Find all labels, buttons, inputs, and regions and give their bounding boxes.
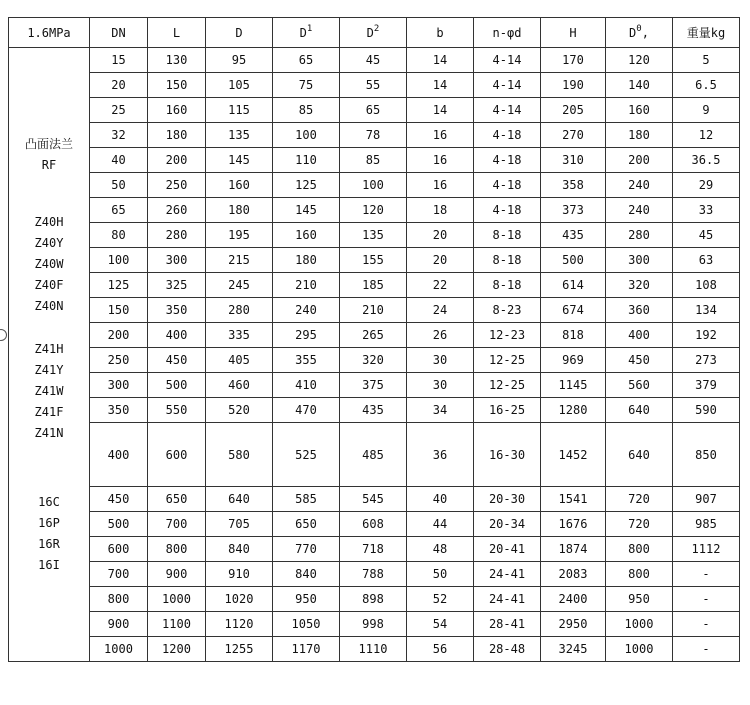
cell-dn: 250 [90, 348, 148, 373]
cell-weight: 907 [673, 487, 740, 512]
cell-nphid: 4-14 [474, 73, 541, 98]
cell-d2: 55 [340, 73, 407, 98]
cell-d0: 1000 [606, 637, 673, 662]
model-label: Z40F [34, 277, 64, 292]
model-group-3 [9, 339, 89, 444]
model-label: 16R [38, 536, 60, 551]
header-d1-base: D [299, 25, 307, 40]
cell-d1: 355 [273, 348, 340, 373]
cell-d2: 435 [340, 398, 407, 423]
cell-l: 200 [148, 148, 206, 173]
cell-nphid: 24-41 [474, 562, 541, 587]
cell-h: 373 [541, 198, 606, 223]
cell-d0: 400 [606, 323, 673, 348]
cell-dn: 1000 [90, 637, 148, 662]
cell-weight: 379 [673, 373, 740, 398]
cell-weight: 63 [673, 248, 740, 273]
cell-d2: 1110 [340, 637, 407, 662]
model-group-2 [9, 212, 89, 317]
cell-dn: 450 [90, 487, 148, 512]
cell-dn: 125 [90, 273, 148, 298]
cell-d2: 78 [340, 123, 407, 148]
cell-d0: 240 [606, 198, 673, 223]
model-label: Z41F [34, 404, 64, 419]
table-row [9, 398, 740, 423]
cell-d2: 898 [340, 587, 407, 612]
model-label: 16P [38, 515, 60, 530]
cell-dn: 40 [90, 148, 148, 173]
cell-d: 1120 [206, 612, 273, 637]
cell-d0: 240 [606, 173, 673, 198]
model-column [9, 48, 90, 662]
cell-nphid: 12-25 [474, 348, 541, 373]
cell-d: 580 [206, 423, 273, 487]
cell-b: 50 [407, 562, 474, 587]
cell-d: 95 [206, 48, 273, 73]
cell-h: 205 [541, 98, 606, 123]
cell-d1: 770 [273, 537, 340, 562]
cell-l: 1000 [148, 587, 206, 612]
cell-dn: 900 [90, 612, 148, 637]
cell-d1: 840 [273, 562, 340, 587]
cell-nphid: 28-41 [474, 612, 541, 637]
header-row [9, 18, 740, 48]
cell-l: 350 [148, 298, 206, 323]
cell-d0: 950 [606, 587, 673, 612]
header-d1 [273, 18, 340, 48]
cell-d1: 470 [273, 398, 340, 423]
cell-d0: 180 [606, 123, 673, 148]
cell-d1: 295 [273, 323, 340, 348]
cell-d0: 640 [606, 423, 673, 487]
table-row [9, 537, 740, 562]
cell-h: 1874 [541, 537, 606, 562]
table-row [9, 562, 740, 587]
cell-h: 500 [541, 248, 606, 273]
cell-h: 818 [541, 323, 606, 348]
cell-d0: 1000 [606, 612, 673, 637]
model-gap [9, 176, 89, 212]
cell-nphid: 4-14 [474, 48, 541, 73]
cell-b: 52 [407, 587, 474, 612]
cell-d: 460 [206, 373, 273, 398]
cell-d2: 185 [340, 273, 407, 298]
table-row [9, 48, 740, 73]
cell-weight: - [673, 562, 740, 587]
cell-h: 1452 [541, 423, 606, 487]
cell-weight: 590 [673, 398, 740, 423]
header-d0-suffix: , [641, 25, 649, 40]
cell-b: 24 [407, 298, 474, 323]
cell-nphid: 12-23 [474, 323, 541, 348]
cell-dn: 32 [90, 123, 148, 148]
table-row [9, 423, 740, 487]
cell-weight: 45 [673, 223, 740, 248]
cell-d0: 280 [606, 223, 673, 248]
header-pressure: 1.6MPa [9, 18, 90, 48]
cell-d: 335 [206, 323, 273, 348]
table-row [9, 348, 740, 373]
model-label: Z40Y [34, 235, 64, 250]
model-label: Z41H [34, 341, 64, 356]
cell-d: 160 [206, 173, 273, 198]
cell-h: 170 [541, 48, 606, 73]
valve-spec-table [8, 17, 740, 662]
cell-l: 400 [148, 323, 206, 348]
cell-d2: 320 [340, 348, 407, 373]
cell-nphid: 24-41 [474, 587, 541, 612]
cell-d1: 410 [273, 373, 340, 398]
cell-h: 435 [541, 223, 606, 248]
cell-d: 105 [206, 73, 273, 98]
cell-l: 130 [148, 48, 206, 73]
cell-b: 48 [407, 537, 474, 562]
cell-weight: 6.5 [673, 73, 740, 98]
cell-b: 40 [407, 487, 474, 512]
cell-d: 180 [206, 198, 273, 223]
cell-h: 2400 [541, 587, 606, 612]
model-label: Z40N [34, 298, 64, 313]
model-label: Z41N [34, 425, 64, 440]
cell-dn: 50 [90, 173, 148, 198]
cell-l: 250 [148, 173, 206, 198]
cell-b: 34 [407, 398, 474, 423]
cell-d: 1255 [206, 637, 273, 662]
cell-weight: 12 [673, 123, 740, 148]
cell-h: 310 [541, 148, 606, 173]
cell-d1: 75 [273, 73, 340, 98]
cell-d0: 720 [606, 487, 673, 512]
cell-nphid: 4-14 [474, 98, 541, 123]
cell-nphid: 4-18 [474, 123, 541, 148]
cell-h: 1280 [541, 398, 606, 423]
cell-d: 280 [206, 298, 273, 323]
cell-d2: 718 [340, 537, 407, 562]
cell-b: 14 [407, 48, 474, 73]
cell-d2: 545 [340, 487, 407, 512]
cell-weight: - [673, 612, 740, 637]
cell-d1: 650 [273, 512, 340, 537]
cell-dn: 350 [90, 398, 148, 423]
header-l: L [148, 18, 206, 48]
cell-d2: 210 [340, 298, 407, 323]
table-row [9, 98, 740, 123]
cell-d: 705 [206, 512, 273, 537]
model-label: Z40H [34, 214, 64, 229]
cell-b: 18 [407, 198, 474, 223]
cell-d1: 65 [273, 48, 340, 73]
edge-circle-mark [0, 329, 7, 341]
cell-d: 405 [206, 348, 273, 373]
cell-d2: 135 [340, 223, 407, 248]
cell-d: 520 [206, 398, 273, 423]
cell-d0: 300 [606, 248, 673, 273]
cell-dn: 65 [90, 198, 148, 223]
cell-d1: 950 [273, 587, 340, 612]
cell-l: 700 [148, 512, 206, 537]
cell-nphid: 8-18 [474, 273, 541, 298]
cell-l: 550 [148, 398, 206, 423]
cell-d: 245 [206, 273, 273, 298]
table-row [9, 198, 740, 223]
cell-weight: 5 [673, 48, 740, 73]
cell-b: 16 [407, 173, 474, 198]
cell-d0: 800 [606, 537, 673, 562]
cell-h: 3245 [541, 637, 606, 662]
table-row [9, 173, 740, 198]
cell-b: 54 [407, 612, 474, 637]
cell-b: 26 [407, 323, 474, 348]
cell-weight: - [673, 587, 740, 612]
cell-weight: 273 [673, 348, 740, 373]
cell-d2: 85 [340, 148, 407, 173]
cell-d0: 200 [606, 148, 673, 173]
cell-l: 600 [148, 423, 206, 487]
header-b: b [407, 18, 474, 48]
cell-nphid: 4-18 [474, 198, 541, 223]
cell-d: 115 [206, 98, 273, 123]
cell-d: 145 [206, 148, 273, 173]
cell-h: 358 [541, 173, 606, 198]
cell-weight: 36.5 [673, 148, 740, 173]
cell-l: 1100 [148, 612, 206, 637]
cell-d2: 155 [340, 248, 407, 273]
cell-d2: 788 [340, 562, 407, 587]
cell-d2: 120 [340, 198, 407, 223]
cell-h: 674 [541, 298, 606, 323]
cell-h: 1145 [541, 373, 606, 398]
cell-dn: 700 [90, 562, 148, 587]
model-gap [9, 317, 89, 339]
cell-d1: 160 [273, 223, 340, 248]
cell-d1: 525 [273, 423, 340, 487]
cell-d1: 1170 [273, 637, 340, 662]
cell-l: 900 [148, 562, 206, 587]
cell-h: 969 [541, 348, 606, 373]
cell-weight: 33 [673, 198, 740, 223]
cell-d: 840 [206, 537, 273, 562]
cell-d1: 145 [273, 198, 340, 223]
cell-weight: 985 [673, 512, 740, 537]
cell-d1: 125 [273, 173, 340, 198]
cell-weight: 134 [673, 298, 740, 323]
cell-b: 44 [407, 512, 474, 537]
cell-nphid: 20-34 [474, 512, 541, 537]
cell-dn: 300 [90, 373, 148, 398]
cell-d0: 320 [606, 273, 673, 298]
cell-d1: 585 [273, 487, 340, 512]
cell-l: 180 [148, 123, 206, 148]
table-row [9, 248, 740, 273]
model-label: 凸面法兰 [24, 136, 73, 151]
cell-l: 150 [148, 73, 206, 98]
cell-h: 190 [541, 73, 606, 98]
cell-nphid: 16-25 [474, 398, 541, 423]
cell-d2: 998 [340, 612, 407, 637]
cell-h: 270 [541, 123, 606, 148]
model-group-4 [9, 492, 89, 576]
cell-dn: 15 [90, 48, 148, 73]
header-d1-sup: 1 [306, 23, 313, 34]
cell-d0: 560 [606, 373, 673, 398]
cell-h: 2950 [541, 612, 606, 637]
cell-d1: 240 [273, 298, 340, 323]
cell-d1: 85 [273, 98, 340, 123]
cell-h: 2083 [541, 562, 606, 587]
cell-nphid: 4-18 [474, 148, 541, 173]
cell-d: 910 [206, 562, 273, 587]
cell-d: 195 [206, 223, 273, 248]
header-d: D [206, 18, 273, 48]
table-row [9, 587, 740, 612]
header-d2-sup: 2 [373, 23, 380, 34]
cell-d0: 720 [606, 512, 673, 537]
cell-d2: 100 [340, 173, 407, 198]
cell-d0: 640 [606, 398, 673, 423]
cell-d0: 450 [606, 348, 673, 373]
header-d0-sup: 0 [636, 23, 642, 34]
cell-d2: 265 [340, 323, 407, 348]
cell-dn: 400 [90, 423, 148, 487]
header-d2 [340, 18, 407, 48]
cell-nphid: 20-30 [474, 487, 541, 512]
cell-l: 1200 [148, 637, 206, 662]
header-d0 [606, 18, 673, 48]
cell-weight: 192 [673, 323, 740, 348]
cell-h: 614 [541, 273, 606, 298]
cell-weight: 850 [673, 423, 740, 487]
cell-d: 135 [206, 123, 273, 148]
cell-nphid: 8-18 [474, 248, 541, 273]
cell-d1: 180 [273, 248, 340, 273]
cell-b: 30 [407, 348, 474, 373]
header-h: H [541, 18, 606, 48]
header-nphid: n-φd [474, 18, 541, 48]
model-group-1 [9, 134, 89, 176]
cell-d1: 110 [273, 148, 340, 173]
cell-b: 36 [407, 423, 474, 487]
cell-weight: 108 [673, 273, 740, 298]
cell-b: 30 [407, 373, 474, 398]
cell-l: 800 [148, 537, 206, 562]
cell-d1: 1050 [273, 612, 340, 637]
cell-l: 280 [148, 223, 206, 248]
cell-dn: 20 [90, 73, 148, 98]
cell-dn: 500 [90, 512, 148, 537]
cell-dn: 600 [90, 537, 148, 562]
cell-nphid: 8-18 [474, 223, 541, 248]
table-row [9, 487, 740, 512]
cell-d2: 608 [340, 512, 407, 537]
table-row [9, 637, 740, 662]
cell-weight: 29 [673, 173, 740, 198]
table-row [9, 148, 740, 173]
cell-d0: 800 [606, 562, 673, 587]
cell-l: 500 [148, 373, 206, 398]
cell-dn: 800 [90, 587, 148, 612]
table-row [9, 612, 740, 637]
cell-d2: 65 [340, 98, 407, 123]
header-d0-base: D [629, 25, 637, 40]
cell-nphid: 8-23 [474, 298, 541, 323]
cell-d0: 140 [606, 73, 673, 98]
cell-b: 20 [407, 223, 474, 248]
cell-b: 56 [407, 637, 474, 662]
cell-dn: 200 [90, 323, 148, 348]
cell-d: 640 [206, 487, 273, 512]
cell-d: 1020 [206, 587, 273, 612]
cell-d: 215 [206, 248, 273, 273]
model-label: 16C [38, 494, 60, 509]
cell-b: 22 [407, 273, 474, 298]
cell-b: 16 [407, 123, 474, 148]
model-gap [9, 444, 89, 492]
cell-l: 260 [148, 198, 206, 223]
cell-b: 14 [407, 73, 474, 98]
table-row [9, 123, 740, 148]
cell-l: 325 [148, 273, 206, 298]
cell-b: 14 [407, 98, 474, 123]
model-label: RF [41, 157, 57, 172]
cell-h: 1541 [541, 487, 606, 512]
cell-d0: 160 [606, 98, 673, 123]
cell-d1: 100 [273, 123, 340, 148]
cell-b: 16 [407, 148, 474, 173]
model-label: Z41W [34, 383, 64, 398]
cell-weight: 9 [673, 98, 740, 123]
cell-dn: 100 [90, 248, 148, 273]
table-row [9, 73, 740, 98]
cell-dn: 25 [90, 98, 148, 123]
cell-d0: 120 [606, 48, 673, 73]
cell-dn: 150 [90, 298, 148, 323]
cell-b: 20 [407, 248, 474, 273]
table-row [9, 512, 740, 537]
cell-d0: 360 [606, 298, 673, 323]
cell-l: 450 [148, 348, 206, 373]
cell-weight: 1112 [673, 537, 740, 562]
cell-l: 650 [148, 487, 206, 512]
table-row [9, 223, 740, 248]
cell-nphid: 12-25 [474, 373, 541, 398]
header-d2-base: D [366, 25, 374, 40]
cell-h: 1676 [541, 512, 606, 537]
cell-d1: 210 [273, 273, 340, 298]
cell-weight: - [673, 637, 740, 662]
cell-d2: 485 [340, 423, 407, 487]
cell-d2: 375 [340, 373, 407, 398]
cell-d2: 45 [340, 48, 407, 73]
model-label: Z41Y [34, 362, 64, 377]
cell-dn: 80 [90, 223, 148, 248]
cell-l: 160 [148, 98, 206, 123]
table-row [9, 298, 740, 323]
cell-nphid: 20-41 [474, 537, 541, 562]
table-row [9, 273, 740, 298]
model-label: 16I [38, 557, 60, 572]
table-row [9, 323, 740, 348]
model-label: Z40W [34, 256, 64, 271]
cell-nphid: 28-48 [474, 637, 541, 662]
table-row [9, 373, 740, 398]
cell-nphid: 4-18 [474, 173, 541, 198]
header-weight: 重量kg [673, 18, 740, 48]
header-dn: DN [90, 18, 148, 48]
cell-nphid: 16-30 [474, 423, 541, 487]
cell-l: 300 [148, 248, 206, 273]
